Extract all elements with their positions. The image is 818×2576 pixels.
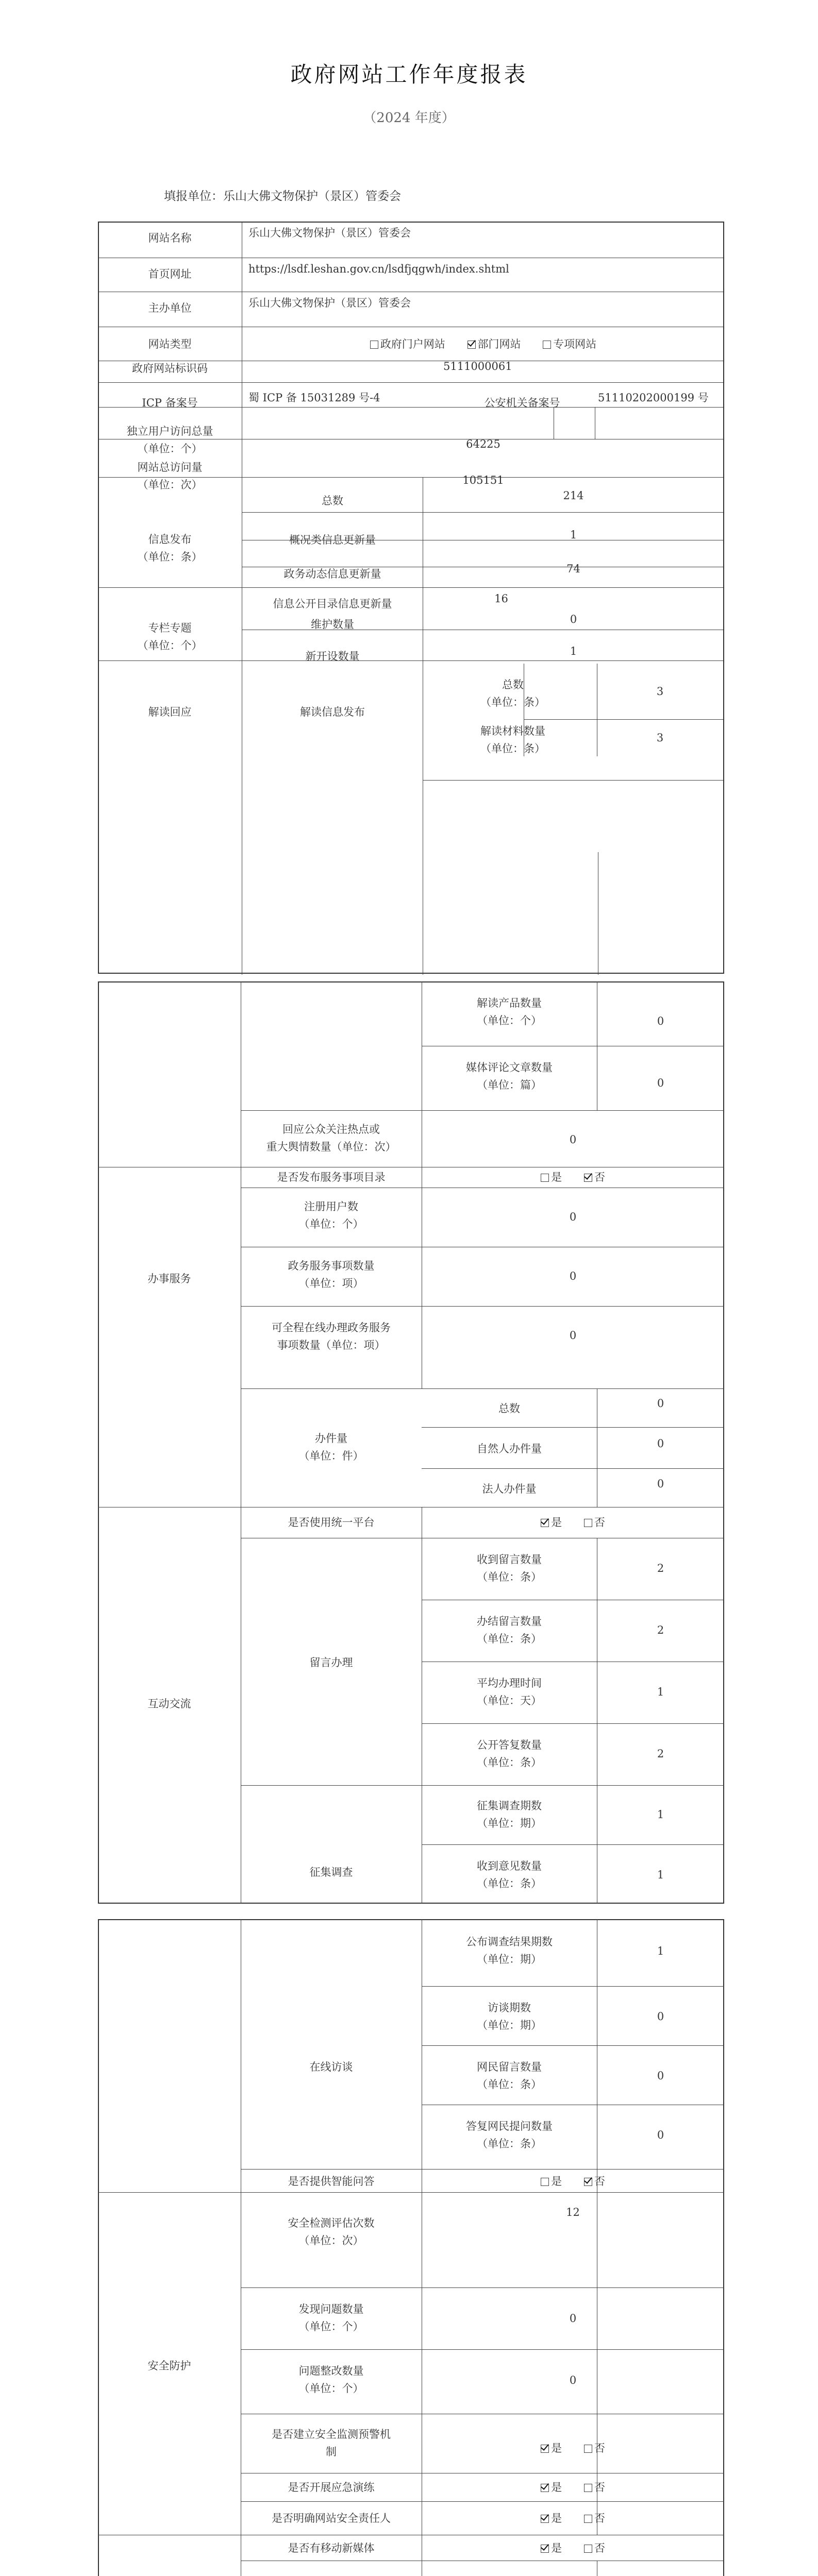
smart-qa-label: 是否提供智能问答 — [288, 2175, 375, 2188]
mobile-has-options — [422, 2537, 724, 2560]
security-fixed-value: 0 — [569, 2374, 577, 2386]
sponsor-label: 主办单位 — [148, 302, 192, 314]
service-handle-total-label: 总数 — [498, 1402, 520, 1415]
service-handle-legal-value: 0 — [657, 1478, 664, 1490]
service-catalog-no[interactable]: 否 — [584, 1166, 605, 1189]
checkbox-icon[interactable] — [584, 2445, 592, 2453]
checkbox-icon[interactable] — [584, 2545, 592, 2553]
service-handle-legal-label: 法人办件量 — [482, 1483, 537, 1495]
mobile-has-label: 是否有移动新媒体 — [288, 2542, 375, 2554]
checked-checkbox-icon[interactable] — [584, 2178, 592, 2186]
checkbox-icon[interactable] — [584, 2515, 592, 2523]
service-catalog-options — [422, 1166, 724, 1189]
topic-maintain-label: 维护数量 — [311, 618, 354, 631]
mobile-has-no[interactable]: 否 — [584, 2537, 605, 2560]
msg-public-value: 2 — [657, 1748, 664, 1760]
checkbox-icon[interactable] — [543, 341, 551, 349]
msg-avg-time-value: 1 — [657, 1686, 664, 1698]
topic-column-label: 专栏专题 （单位：个） — [137, 622, 203, 652]
info-publish-label: 信息发布 （单位：条） — [137, 533, 203, 563]
msg-received-label: 收到留言数量 （单位：条） — [477, 1553, 542, 1583]
interpret-total-value: 3 — [656, 685, 664, 698]
survey-label: 征集调查 — [309, 1866, 353, 1878]
msg-closed-label: 办结留言数量 （单位：条） — [477, 1615, 542, 1645]
security-check-value: 12 — [566, 2206, 580, 2218]
site-type-portal-option[interactable]: 政府门户网站 — [370, 333, 445, 355]
service-handle-person-value: 0 — [657, 1437, 664, 1450]
interaction-label: 互动交流 — [147, 1698, 191, 1710]
interview-periods-value: 0 — [657, 2010, 664, 2023]
checked-checkbox-icon[interactable] — [541, 2515, 549, 2523]
checked-checkbox-icon[interactable] — [541, 2545, 549, 2553]
checked-checkbox-icon[interactable] — [541, 2445, 549, 2453]
smart-qa-yes[interactable]: 是 — [541, 2170, 562, 2193]
interpret-media-value: 0 — [657, 1077, 664, 1089]
smart-qa-no[interactable]: 否 — [584, 2170, 605, 2193]
checkbox-icon[interactable] — [584, 2484, 592, 2492]
interpret-media-label: 媒体评论文章数量 （单位：篇） — [466, 1061, 553, 1091]
checkbox-icon[interactable] — [370, 341, 378, 349]
security-monitor-no[interactable]: 否 — [584, 2437, 605, 2460]
topic-new-value: 1 — [570, 645, 577, 657]
unified-platform-no[interactable]: 否 — [584, 1511, 605, 1534]
mobile-has-yes[interactable]: 是 — [541, 2537, 562, 2560]
message-handling-label: 留言办理 — [309, 1656, 353, 1669]
survey-opinions-value: 1 — [657, 1869, 664, 1881]
security-found-value: 0 — [569, 2312, 577, 2325]
service-reg-value: 0 — [569, 1211, 577, 1223]
security-fixed-label: 问题整改数量 （单位：个） — [298, 2365, 364, 2395]
survey-opinions-label: 收到意见数量 （单位：条） — [477, 1860, 542, 1890]
total-visits-value: 105151 — [462, 474, 504, 486]
site-name-value: 乐山大佛文物保护（景区）管委会 — [248, 227, 411, 239]
site-type-options — [242, 333, 724, 355]
msg-received-value: 2 — [657, 1562, 664, 1574]
survey-results-label: 公布调查结果期数 （单位：期） — [466, 1936, 553, 1965]
msg-closed-value: 2 — [657, 1624, 664, 1636]
security-drill-yes[interactable]: 是 — [541, 2476, 562, 2499]
weibo-name-label — [422, 2572, 597, 2576]
checkbox-icon[interactable] — [541, 1174, 549, 1182]
survey-periods-value: 1 — [657, 1808, 664, 1821]
security-drill-label: 是否开展应急演练 — [288, 2481, 375, 2494]
publish-catalog-value: 16 — [494, 592, 508, 605]
service-catalog-yes[interactable]: 是 — [541, 1166, 562, 1189]
report-year: （2024 年度） — [363, 110, 455, 126]
security-owner-options — [422, 2507, 724, 2530]
service-online-label: 可全程在线办理政务服务 事项数量（单位：项） — [272, 1321, 391, 1351]
police-label: 公安机关备案号 — [484, 397, 560, 409]
interview-periods-label: 访谈期数 （单位：期） — [477, 2002, 542, 2031]
unified-platform-options — [422, 1511, 724, 1534]
site-name-label: 网站名称 — [148, 232, 192, 244]
security-owner-yes[interactable]: 是 — [541, 2507, 562, 2530]
interpret-publish-label: 解读信息发布 — [300, 706, 365, 718]
unified-platform-label: 是否使用统一平台 — [288, 1516, 375, 1529]
unique-visitors-label: 独立用户访问总量 （单位：个） — [126, 425, 213, 455]
site-type-special-option[interactable]: 专项网站 — [543, 333, 596, 355]
security-owner-label: 是否明确网站安全责任人 — [272, 2512, 391, 2524]
survey-results-value: 1 — [657, 1945, 664, 1957]
interview-replies-value: 0 — [657, 2129, 664, 2141]
msg-avg-time-label: 平均办理时间 （单位：天） — [477, 1677, 542, 1707]
interview-replies-label: 答复网民提问数量 （单位：条） — [466, 2120, 553, 2150]
publish-news-value: 74 — [566, 563, 580, 575]
service-items-value: 0 — [569, 1270, 577, 1282]
filling-unit: 填报单位：乐山大佛文物保护（景区）管委会 — [164, 190, 401, 203]
interpret-response-label: 解读回应 — [148, 706, 192, 718]
interview-messages-label: 网民留言数量 （单位：条） — [477, 2061, 542, 2091]
weibo-name-value — [597, 2572, 724, 2576]
police-value: 51110202000199 号 — [598, 392, 709, 404]
interpret-product-label: 解读产品数量 （单位：个） — [477, 997, 542, 1027]
interpret-hot-value: 0 — [569, 1133, 577, 1146]
interpret-hot-label: 回应公众关注热点或 重大舆情数量（单位：次） — [266, 1123, 396, 1153]
security-drill-options — [422, 2476, 724, 2499]
service-reg-label: 注册用户数 （单位：个） — [298, 1200, 364, 1230]
checkbox-icon[interactable] — [541, 2178, 549, 2186]
sponsor-value: 乐山大佛文物保护（景区）管委会 — [248, 297, 411, 309]
interpret-material-value: 3 — [656, 732, 664, 744]
home-url-label: 首页网址 — [148, 268, 192, 280]
site-id-label: 政府网站标识码 — [132, 362, 208, 375]
publish-overview-value: 1 — [570, 529, 577, 541]
security-monitor-options — [422, 2437, 724, 2460]
site-type-label: 网站类型 — [148, 338, 192, 350]
icp-label: ICP 备案号 — [142, 397, 198, 409]
service-catalog-label: 是否发布服务事项目录 — [277, 1171, 386, 1183]
service-handle-label: 办件量 （单位：件） — [298, 1432, 364, 1462]
icp-value: 蜀 ICP 备 15031289 号-4 — [248, 392, 380, 404]
unified-platform-yes[interactable]: 是 — [541, 1511, 562, 1534]
site-id-value: 5111000061 — [443, 360, 512, 372]
security-check-label: 安全检测评估次数 （单位：次） — [288, 2217, 375, 2247]
online-interview-label: 在线访谈 — [309, 2061, 353, 2073]
security-monitor-label: 是否建立安全监测预警机 制 — [272, 2428, 391, 2458]
checkbox-icon[interactable] — [584, 1519, 592, 1527]
checked-checkbox-icon[interactable] — [468, 341, 476, 349]
interpret-material-label: 解读材料数量 （单位：条） — [480, 725, 545, 755]
security-drill-no[interactable]: 否 — [584, 2476, 605, 2499]
survey-periods-label: 征集调查期数 （单位：期） — [477, 1800, 542, 1829]
smart-qa-options — [422, 2170, 724, 2193]
interview-messages-value: 0 — [657, 2070, 664, 2082]
security-found-label: 发现问题数量 （单位：个） — [298, 2303, 364, 2333]
checked-checkbox-icon[interactable] — [541, 1519, 549, 1527]
publish-total-label: 总数 — [322, 495, 343, 507]
checked-checkbox-icon[interactable] — [541, 2484, 549, 2492]
service-label: 办事服务 — [147, 1273, 191, 1285]
interpret-total-label: 总数 （单位：条） — [480, 679, 545, 708]
security-monitor-yes[interactable]: 是 — [541, 2437, 562, 2460]
service-handle-total-value: 0 — [657, 1397, 664, 1410]
security-owner-no[interactable]: 否 — [584, 2507, 605, 2530]
publish-overview-label: 概况类信息更新量 — [289, 534, 376, 546]
security-label: 安全防护 — [147, 2360, 191, 2372]
unique-visitors-value: 64225 — [466, 438, 500, 450]
report-title: 政府网站工作年度报表 — [290, 62, 528, 87]
topic-new-label: 新开设数量 — [305, 650, 360, 663]
msg-public-label: 公开答复数量 （单位：条） — [477, 1739, 542, 1769]
checked-checkbox-icon[interactable] — [584, 1174, 592, 1182]
service-items-label: 政务服务事项数量 （单位：项） — [288, 1260, 375, 1290]
publish-news-label: 政务动态信息更新量 — [283, 568, 381, 580]
service-online-value: 0 — [569, 1329, 577, 1342]
publish-total-value: 214 — [563, 489, 584, 502]
site-type-department-option[interactable]: 部门网站 — [468, 333, 521, 355]
home-url-value[interactable]: https://lsdf.leshan.gov.cn/lsdfjqgwh/index.shtml — [248, 263, 509, 275]
total-visits-label: 网站总访问量 （单位：次） — [137, 461, 203, 491]
service-handle-person-label: 自然人办件量 — [477, 1443, 542, 1455]
interpret-product-value: 0 — [657, 1015, 664, 1027]
topic-maintain-value: 0 — [570, 613, 577, 625]
publish-catalog-label: 信息公开目录信息更新量 — [273, 598, 392, 610]
